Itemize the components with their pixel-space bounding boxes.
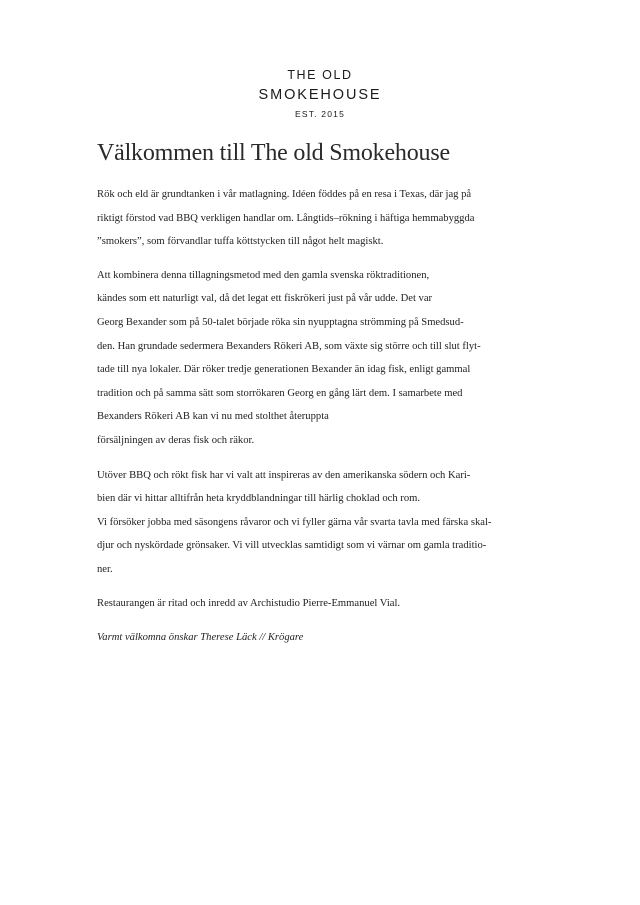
paragraph-line: kändes som ett naturligt val, då det legat ett fiskrökeri just på vår udde. Det var	[97, 293, 433, 305]
signature: Varmt välkomna önskar Therese Läck // Krögare	[97, 632, 304, 644]
paragraph-line: Att kombinera denna tillagningsmetod med den gamla svenska röktraditionen,	[97, 269, 430, 281]
paragraph-line: tade till nya lokaler. Där röker tredje generationen Bexander än idag fisk, enligt gammal	[97, 364, 471, 376]
paragraph-architect	[97, 592, 557, 616]
paragraph-line: Rök och eld är grundtanken i vår matlagning. Idéen föddes på en resa i Texas, där jag på	[97, 189, 472, 200]
paragraph-line: bien där vi hittar alltifrån heta kryddblandningar till härlig choklad och rom.	[97, 493, 421, 505]
logo-line-established: EST. 2015	[294, 109, 346, 119]
paragraph-line: Utöver BBQ och rökt fisk har vi valt att inspireras av den amerikanska södern och Kari-	[97, 469, 471, 481]
paragraph-line: Restaurangen är ritad och inredd av Archistudio Pierre-Emmanuel Vial.	[97, 597, 401, 609]
paragraph-line: djur och nyskördade grönsaker. Vi vill utvecklas samtidigt som vi värnar om gamla traditio-	[97, 540, 487, 552]
paragraph-line: ”smokers”, som förvandlar tuffa köttstycken till något helt magiskt.	[97, 236, 384, 248]
paragraph-line: Vi försöker jobba med säsongens råvaror och vi fyller gärna vår svarta tavla med färska skal-	[97, 516, 492, 528]
paragraph-intro	[97, 183, 557, 254]
logo-line-smokehouse: SMOKEHOUSE	[258, 87, 382, 103]
welcome-letter	[97, 136, 557, 650]
paragraph-line: tradition och på samma sätt som storrökaren Georg en gång lärt dem. I samarbete med	[97, 387, 463, 399]
paragraph-line: Georg Bexander som på 50-talet började röka sin nyupptagna strömming på Smedsud-	[97, 316, 464, 328]
paragraph-history	[97, 264, 557, 453]
restaurant-logo	[0, 68, 640, 120]
paragraph-line: riktigt förstod vad BBQ verkligen handlar om. Långtids–rökning i häftiga hemmabyggda	[97, 212, 475, 224]
page-title: Välkommen till The old Smokehouse	[97, 140, 450, 166]
paragraph-line: försäljningen av deras fisk och räkor.	[97, 434, 255, 446]
paragraph-line: ner.	[97, 563, 113, 575]
logo-line-the-old: THE OLD	[287, 68, 353, 82]
paragraph-inspiration	[97, 464, 557, 582]
paragraph-line: Bexanders Rökeri AB kan vi nu med stolthet återuppta	[97, 411, 329, 423]
paragraph-line: den. Han grundade sedermera Bexanders Rökeri AB, som växte sig större och till slut flyt-	[97, 340, 481, 352]
